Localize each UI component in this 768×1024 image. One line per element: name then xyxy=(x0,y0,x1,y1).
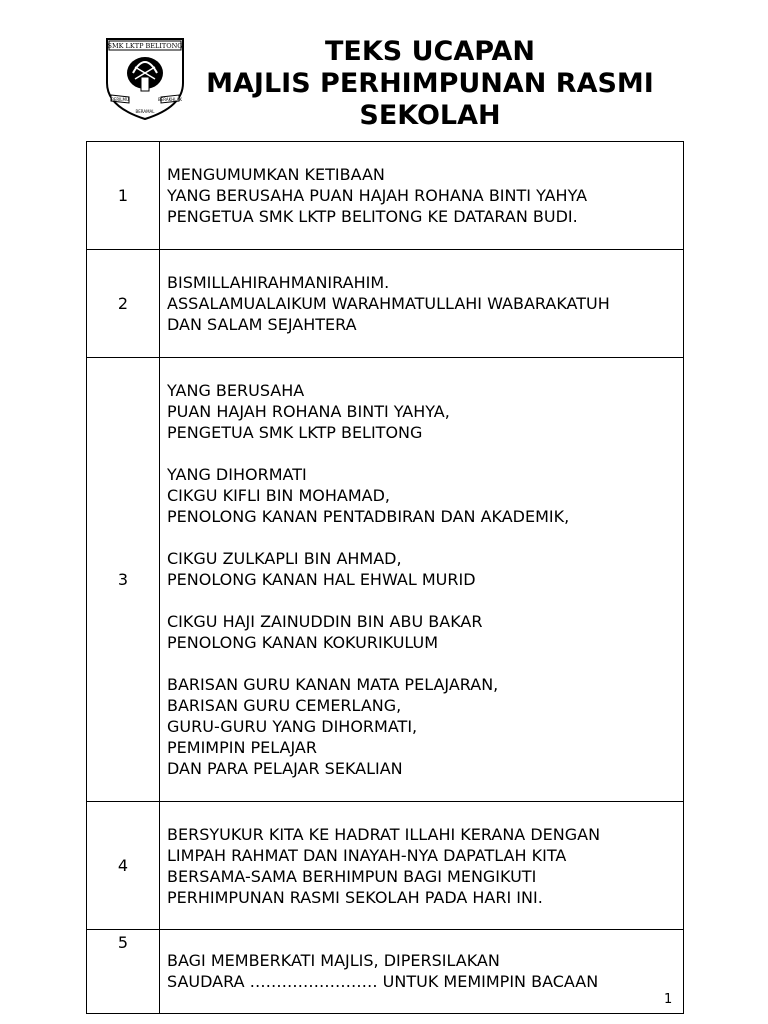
text-line: PUAN HAJAH ROHANA BINTI YAHYA, xyxy=(167,402,450,421)
crest-bottom-text: BERAMAL xyxy=(135,109,155,114)
row-text xyxy=(160,250,684,358)
row-text xyxy=(160,802,684,930)
paragraph xyxy=(167,164,677,227)
title-line-3: SEKOLAH xyxy=(359,100,501,131)
text-line: CIKGU ZULKAPLI BIN AHMAD, xyxy=(167,549,402,568)
title-line-1: TEKS UCAPAN xyxy=(324,36,536,67)
text-line: YANG BERUSAHA PUAN HAJAH ROHANA BINTI YAHYA xyxy=(167,186,588,205)
text-line: BERSYUKUR KITA KE HADRAT ILLAHI KERANA DENGAN xyxy=(167,824,601,844)
text-line: BAGI MEMBERKATI MAJLIS, DIPERSILAKAN xyxy=(167,951,500,970)
row-number: 5 xyxy=(87,930,160,1014)
school-crest-logo xyxy=(103,37,187,121)
text-line: CIKGU KIFLI BIN MOHAMAD, xyxy=(167,486,390,505)
row-text xyxy=(160,358,684,802)
text-line: BERSAMA-SAMA BERHIMPUN BAGI MENGIKUTI xyxy=(167,866,537,886)
text-line: CIKGU HAJI ZAINUDDIN BIN ABU BAKAR xyxy=(167,612,483,631)
speech-row xyxy=(87,802,684,930)
paragraph xyxy=(167,674,677,779)
text-line: MENGUMUMKAN KETIBAAN xyxy=(167,165,385,184)
text-line: LIMPAH RAHMAT DAN INAYAH-NYA DAPATLAH KITA xyxy=(167,845,567,865)
page-number: 1 xyxy=(664,992,673,1007)
text-line: PERHIMPUNAN RASMI SEKOLAH PADA HARI INI. xyxy=(167,887,543,907)
text-line: BARISAN GURU KANAN MATA PELAJARAN, xyxy=(167,675,499,694)
text-line: BARISAN GURU CEMERLANG, xyxy=(167,696,402,715)
row-number: 4 xyxy=(87,802,160,930)
paragraph xyxy=(167,380,677,443)
paragraph xyxy=(167,950,677,992)
row-number: 2 xyxy=(87,250,160,358)
paragraph xyxy=(167,464,677,527)
text-line: PEMIMPIN PELAJAR xyxy=(167,738,317,757)
text-line: BISMILLAHIRAHMANIRAHIM. xyxy=(167,273,390,292)
text-line: SAUDARA …………………… UNTUK MEMIMPIN BACAAN xyxy=(167,972,599,991)
row-text xyxy=(160,142,684,250)
crest-right-scroll: BERAKHLAK xyxy=(158,97,182,102)
speech-row xyxy=(87,250,684,358)
text-line: DAN SALAM SEJAHTERA xyxy=(167,315,357,334)
speech-row xyxy=(87,930,684,1014)
crest-top-text: SMK LKTP BELITONG xyxy=(107,42,183,50)
speech-row xyxy=(87,142,684,250)
row-number: 1 xyxy=(87,142,160,250)
text-line: DAN PARA PELAJAR SEKALIAN xyxy=(167,759,403,778)
title-line-2: MAJLIS PERHIMPUNAN RASMI xyxy=(206,68,654,99)
text-line: PENGETUA SMK LKTP BELITONG xyxy=(167,423,423,442)
crest-left-scroll: BERILMU xyxy=(111,97,129,102)
text-line: PENOLONG KANAN KOKURIKULUM xyxy=(167,633,439,652)
text-line: GURU-GURU YANG DIHORMATI, xyxy=(167,717,418,736)
text-line: PENOLONG KANAN HAL EHWAL MURID xyxy=(167,570,476,589)
paragraph xyxy=(167,824,677,908)
row-text xyxy=(160,930,684,1014)
paragraph xyxy=(167,272,677,335)
document-title xyxy=(185,36,675,131)
row-number: 3 xyxy=(87,358,160,802)
text-line: ASSALAMUALAIKUM WARAHMATULLAHI WABARAKATUH xyxy=(167,294,610,313)
text-line: PENOLONG KANAN PENTADBIRAN DAN AKADEMIK, xyxy=(167,507,570,526)
text-line: YANG DIHORMATI xyxy=(167,465,307,484)
speech-table xyxy=(86,141,684,1014)
text-line: PENGETUA SMK LKTP BELITONG KE DATARAN BUDI. xyxy=(167,207,578,226)
text-line: YANG BERUSAHA xyxy=(167,381,305,400)
paragraph xyxy=(167,548,677,590)
paragraph xyxy=(167,611,677,653)
speech-row xyxy=(87,358,684,802)
